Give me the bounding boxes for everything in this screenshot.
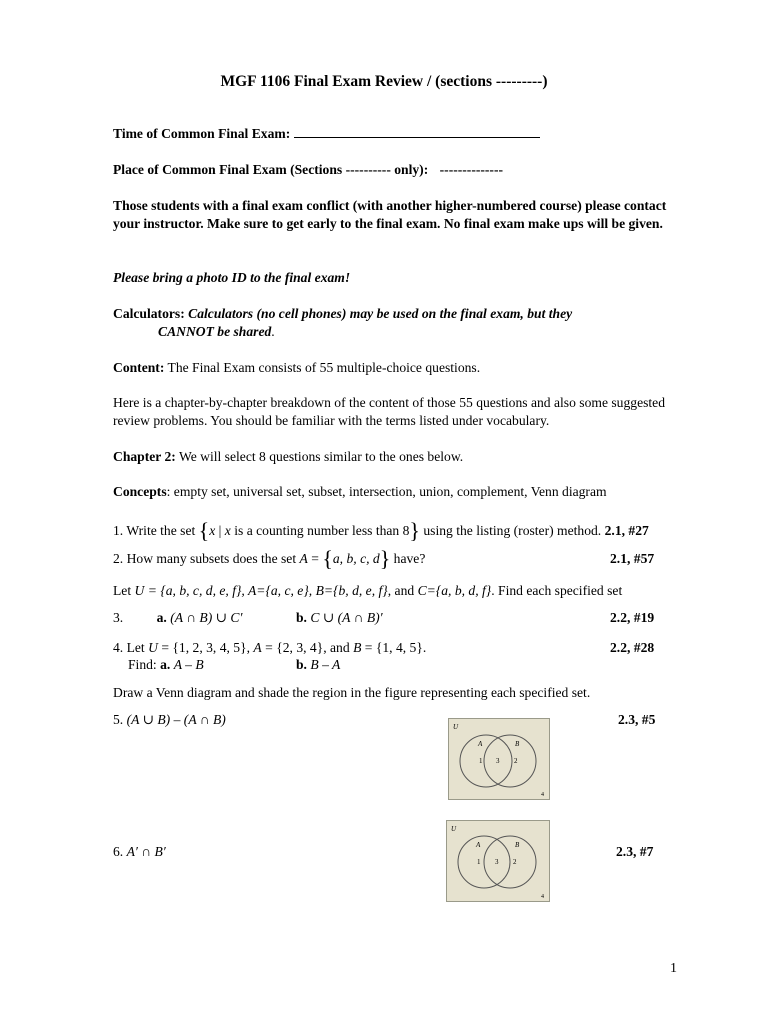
q3-number: 3. — [113, 610, 124, 625]
content-label: Content: — [113, 360, 165, 375]
calculators-paragraph — [113, 305, 673, 341]
place-blank: -------------- — [439, 162, 504, 177]
conflict-notice: Those students with a final exam conflict (with another higher-numbered course) please contact your instructor. Make sure to get early to the final exam. No final exam make ups will be given. — [113, 198, 667, 232]
q4-u-set: = {1, 2, 3, 4, 5}, — [157, 640, 254, 655]
venn-region-3: 3 — [495, 858, 499, 866]
let-and: , and — [387, 583, 418, 598]
calculators-label: Calculators: — [113, 306, 185, 321]
venn-label-b: B — [515, 841, 520, 849]
venn-universe-label: U — [451, 825, 457, 833]
venn-instructions: Draw a Venn diagram and shade the region in the figure representing each specified set. — [113, 685, 591, 700]
chapter-text: We will select 8 questions similar to the ones below. — [175, 449, 464, 464]
venn-region-3: 3 — [496, 757, 500, 765]
content-text: The Final Exam consists of 55 multiple-choice questions. — [164, 360, 481, 375]
q1-post: using the listing (roster) method. — [419, 523, 602, 538]
venn-label-b: B — [515, 740, 520, 748]
page-number: 1 — [670, 961, 677, 976]
question-6 — [113, 843, 673, 861]
calculators-text-2: CANNOT be shared — [158, 324, 272, 340]
q4-find-label: Find: — [128, 657, 161, 672]
let-a-set: A={a, c, e}, — [247, 583, 316, 598]
let-sets-line — [113, 582, 713, 600]
q4-b-set: = {1, 4, 5}. — [361, 640, 427, 655]
venn-label-a: A — [478, 740, 483, 748]
venn-diagram-q5 — [448, 718, 550, 800]
venn-region-2: 2 — [513, 858, 517, 866]
q4-a: A — [253, 640, 262, 655]
q3-a-label: a. — [156, 610, 167, 625]
q5-expr: (A ∪ B) – (A ∩ B) — [126, 712, 226, 727]
q2-post: have? — [390, 551, 426, 566]
q1-prefix: 1. Write the set — [113, 523, 199, 538]
venn-region-1: 1 — [477, 858, 481, 866]
q2-prefix: 2. How many subsets does the set — [113, 551, 300, 566]
q1-brace-open: { — [198, 518, 210, 543]
q3-b-label: b. — [296, 610, 307, 625]
q4-find-a — [128, 656, 204, 674]
venn-label-a: A — [476, 841, 481, 849]
q2-brace-close: } — [379, 546, 391, 571]
q2-brace-open: { — [322, 546, 333, 571]
q2-eq: = — [307, 551, 323, 566]
q2-ref: 2.1, #57 — [610, 551, 655, 566]
q1-bar: | — [215, 523, 225, 538]
let-b-set: B={b, d, e, f} — [315, 583, 388, 598]
let-suffix: . Find each specified set — [491, 583, 623, 598]
concepts-paragraph — [113, 483, 673, 501]
q4-b-expr: B – A — [310, 657, 341, 672]
time-line — [113, 125, 673, 143]
q6-expr: A′ ∩ B′ — [126, 844, 166, 859]
venn-region-4: 4 — [541, 792, 544, 798]
q4-ref: 2.2, #28 — [610, 640, 655, 655]
breakdown-paragraph: Here is a chapter-by-chapter breakdown of the content of those 55 questions and also some suggested review problems. You should be familiar with the terms listed under vocabulary. — [113, 395, 665, 429]
q2-set: A — [299, 551, 308, 566]
chapter-label: Chapter 2: — [113, 449, 176, 464]
q4-b: B — [353, 640, 362, 655]
concepts-label: Concepts — [113, 484, 167, 499]
place-line — [113, 161, 673, 179]
calculators-end: . — [271, 324, 275, 340]
q4-u: U — [148, 640, 158, 655]
q1-brace-close: } — [409, 518, 420, 543]
venn-region-2: 2 — [514, 757, 518, 765]
q1-mid: is a counting number less than 8 — [230, 523, 410, 538]
let-u: U — [134, 583, 145, 598]
let-prefix: Let — [113, 583, 135, 598]
question-5 — [113, 711, 673, 729]
q4-a-set: = {2, 3, 4}, and — [261, 640, 354, 655]
q6-number: 6. — [113, 844, 124, 859]
time-label: Time of Common Final Exam: — [113, 126, 291, 141]
q2-elements: a, b, c, d — [332, 551, 380, 566]
q3-b — [296, 609, 383, 627]
chapter-paragraph — [113, 448, 673, 466]
photo-id-notice: Please bring a photo ID to the final exam! — [113, 270, 351, 285]
page-title: MGF 1106 Final Exam Review / (sections ---------) — [220, 73, 548, 90]
q1-ref: 2.1, #27 — [604, 523, 649, 538]
content-paragraph — [113, 359, 673, 377]
time-blank — [294, 125, 540, 138]
q4-b-label: b. — [296, 657, 307, 672]
venn-universe-label: U — [453, 723, 459, 731]
question-2 — [113, 546, 673, 571]
let-u-set: = {a, b, c, d, e, f}, — [144, 583, 248, 598]
question-1 — [113, 518, 713, 543]
let-c-set: C={a, b, d, f} — [417, 583, 492, 598]
q1-var2: x — [224, 523, 231, 538]
place-label: Place of Common Final Exam (Sections ---------- only): — [113, 162, 429, 177]
calculators-text-1: Calculators (no cell phones) may be used on the final exam, but they — [188, 306, 573, 321]
q4-a-label: a. — [160, 657, 171, 672]
question-4 — [113, 639, 673, 657]
question-3 — [113, 609, 673, 627]
q5-number: 5. — [113, 712, 124, 727]
q3-a-expr: (A ∩ B) ∪ C′ — [170, 610, 243, 625]
q5-ref: 2.3, #5 — [618, 712, 656, 727]
q3-ref: 2.2, #19 — [610, 610, 655, 625]
q6-ref: 2.3, #7 — [616, 844, 654, 859]
concepts-text: : empty set, universal set, subset, intersection, union, complement, Venn diagram — [166, 484, 607, 499]
q1-var: x — [209, 523, 216, 538]
q4-a-expr: A – B — [173, 657, 204, 672]
venn-region-1: 1 — [479, 757, 483, 765]
q3-b-expr: C ∪ (A ∩ B)′ — [310, 610, 383, 625]
venn-region-4: 4 — [541, 894, 544, 900]
q4-prefix: 4. Let — [113, 640, 149, 655]
q4-find-b — [296, 656, 340, 674]
